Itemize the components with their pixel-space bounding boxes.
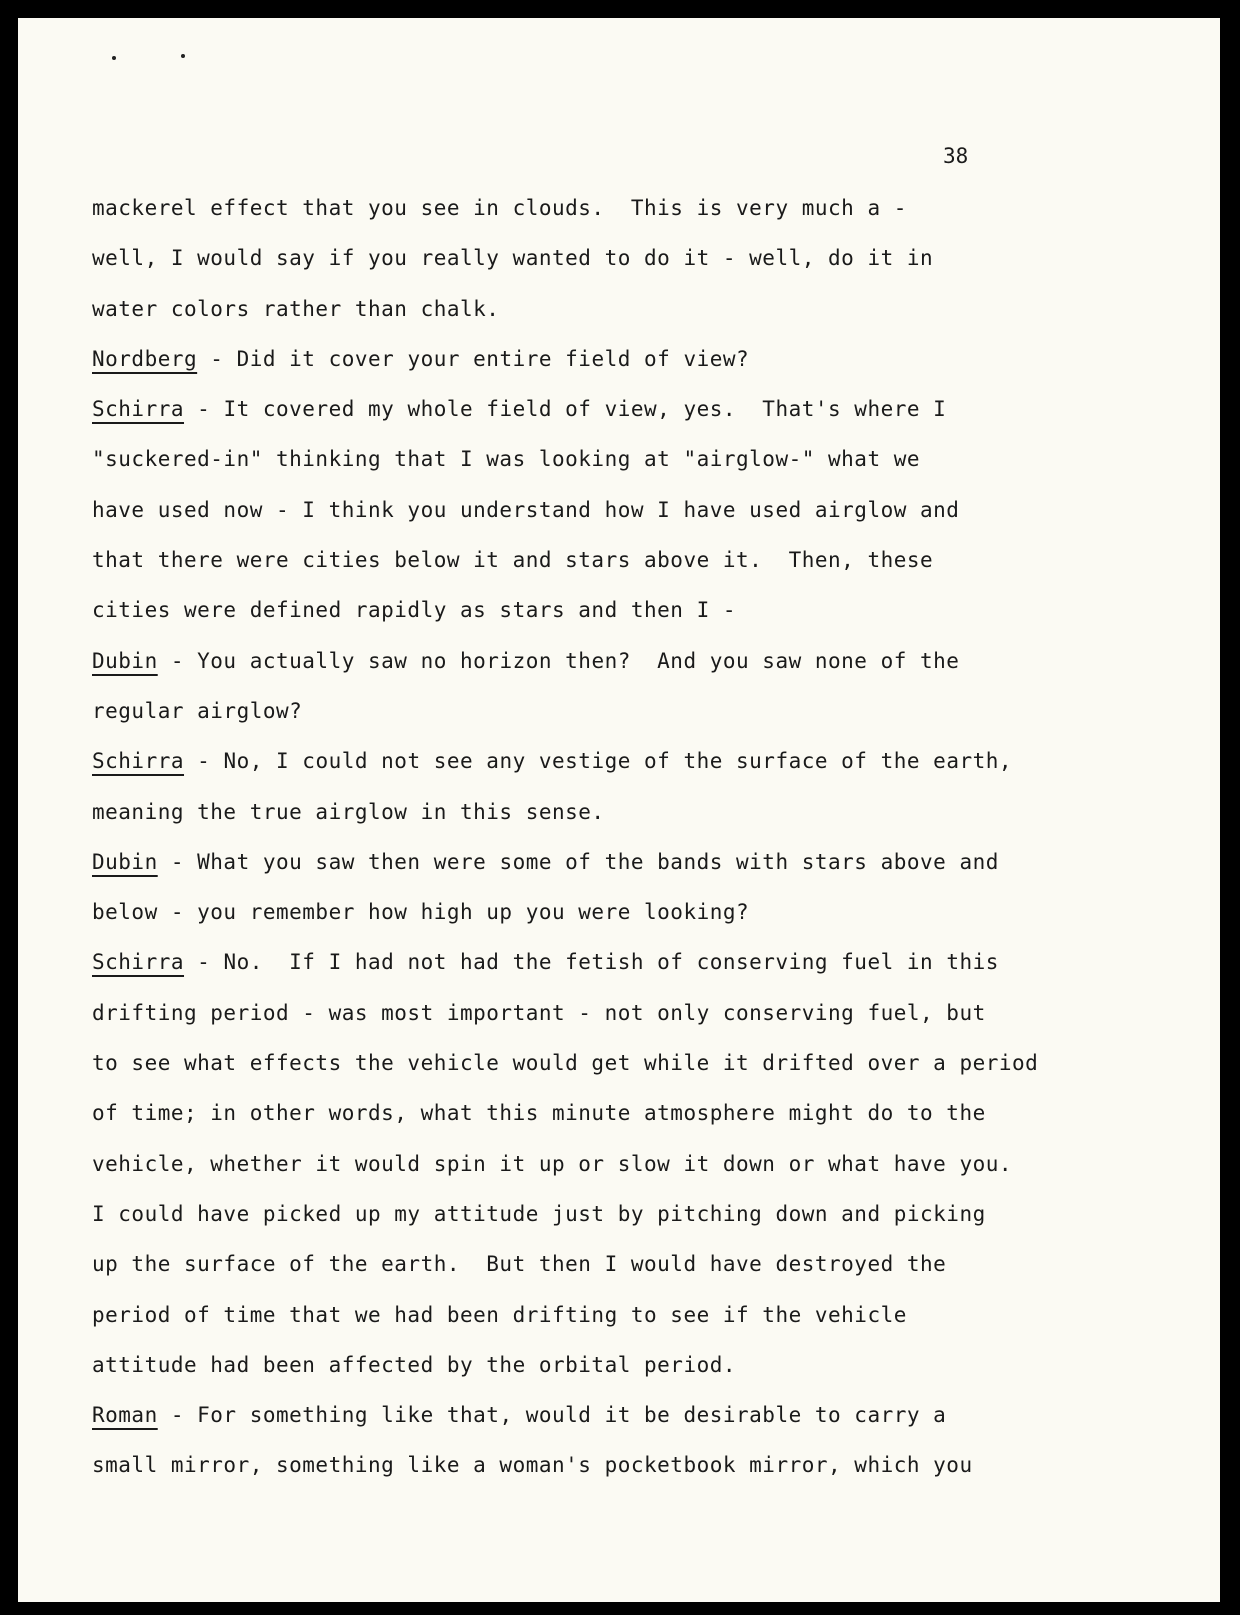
line-text: drifting period - was most important - not only conserving fuel, but bbox=[92, 1000, 986, 1025]
transcript-line bbox=[92, 592, 1038, 642]
transcript-line bbox=[92, 995, 1038, 1045]
speaker-name: Schirra bbox=[92, 749, 185, 774]
line-text: regular airglow? bbox=[92, 698, 303, 723]
transcript-line bbox=[92, 542, 1038, 592]
transcript-line bbox=[92, 693, 1038, 743]
line-text: "suckered-in" thinking that I was looking at "airglow-" what we bbox=[92, 447, 921, 472]
transcript-line bbox=[92, 441, 1038, 491]
transcript-line bbox=[92, 1347, 1038, 1397]
line-text: vehicle, whether it would spin it up or slow it down or what have you. bbox=[92, 1151, 1013, 1176]
line-text: - It covered my whole field of view, yes. That's where I bbox=[184, 397, 947, 422]
line-text: below - you remember how high up you were looking? bbox=[92, 900, 750, 925]
speaker-name: Schirra bbox=[92, 397, 185, 422]
line-text: up the surface of the earth. But then I would have destroyed the bbox=[92, 1252, 947, 1277]
speaker-name: Dubin bbox=[92, 849, 158, 874]
line-text: - No, I could not see any vestige of the surface of the earth, bbox=[184, 749, 1013, 774]
line-text: mackerel effect that you see in clouds. This is very much a - bbox=[92, 196, 907, 220]
line-text: - No. If I had not had the fetish of conserving fuel in this bbox=[184, 950, 999, 975]
transcript-line bbox=[92, 240, 1038, 290]
line-text: water colors rather than chalk. bbox=[92, 296, 500, 321]
line-text: - Did it cover your entire field of view? bbox=[197, 346, 750, 371]
line-text: I could have picked up my attitude just by pitching down and picking bbox=[92, 1201, 986, 1226]
line-text: - For something like that, would it be desirable to carry a bbox=[157, 1403, 947, 1428]
line-text: that there were cities below it and stars above it. Then, these bbox=[92, 548, 934, 573]
line-text: - What you saw then were some of the bands with stars above and bbox=[157, 849, 999, 874]
transcript-line bbox=[92, 391, 1038, 441]
transcript-line bbox=[92, 1246, 1038, 1296]
speaker-name: Schirra bbox=[92, 950, 185, 975]
line-text: period of time that we had been drifting to see if the vehicle bbox=[92, 1302, 907, 1327]
page-number: 38 bbox=[943, 144, 969, 168]
transcript-line bbox=[92, 743, 1038, 793]
line-text: small mirror, something like a woman's pocketbook mirror, which you bbox=[92, 1453, 973, 1478]
ink-speck bbox=[112, 56, 116, 60]
line-text: have used now - I think you understand how I have used airglow and bbox=[92, 497, 960, 522]
ink-speck bbox=[181, 54, 185, 58]
line-text: well, I would say if you really wanted to do it - well, do it in bbox=[92, 246, 934, 271]
line-text: meaning the true airglow in this sense. bbox=[92, 799, 605, 824]
speaker-name: Nordberg bbox=[92, 346, 198, 371]
transcript-body bbox=[92, 190, 1038, 1498]
transcript-line bbox=[92, 1146, 1038, 1196]
transcript-line bbox=[92, 190, 1038, 240]
line-text: attitude had been affected by the orbital period. bbox=[92, 1352, 737, 1377]
transcript-line bbox=[92, 1095, 1038, 1145]
speaker-name: Dubin bbox=[92, 648, 158, 673]
transcript-line bbox=[92, 1045, 1038, 1095]
line-text: of time; in other words, what this minute atmosphere might do to the bbox=[92, 1101, 986, 1126]
line-text: - You actually saw no horizon then? And you saw none of the bbox=[157, 648, 960, 673]
document-page bbox=[18, 18, 1220, 1602]
transcript-line bbox=[92, 894, 1038, 944]
transcript-line bbox=[92, 844, 1038, 894]
speaker-name: Roman bbox=[92, 1403, 158, 1428]
transcript-line bbox=[92, 643, 1038, 693]
transcript-line bbox=[92, 1297, 1038, 1347]
transcript-line bbox=[92, 341, 1038, 391]
line-text: cities were defined rapidly as stars and then I - bbox=[92, 598, 737, 623]
transcript-line bbox=[92, 794, 1038, 844]
transcript-line bbox=[92, 944, 1038, 994]
transcript-line bbox=[92, 492, 1038, 542]
transcript-line bbox=[92, 1196, 1038, 1246]
transcript-line bbox=[92, 291, 1038, 341]
transcript-line bbox=[92, 1397, 1038, 1447]
transcript-line bbox=[92, 1447, 1038, 1497]
line-text: to see what effects the vehicle would get while it drifted over a period bbox=[92, 1051, 1039, 1076]
